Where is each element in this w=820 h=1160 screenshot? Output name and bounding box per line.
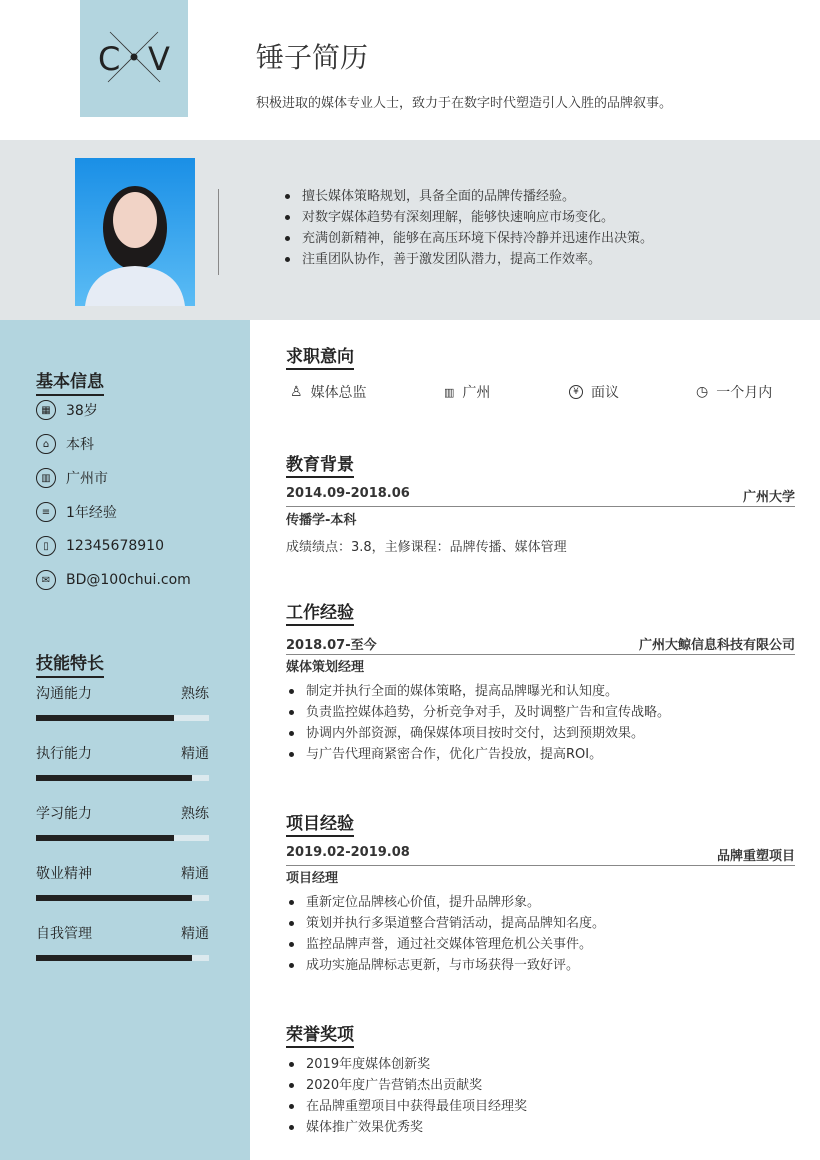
intent-text: 面议: [591, 385, 619, 401]
work-period: 2018.07-至今: [286, 638, 377, 653]
list-item: 监控品牌声誉，通过社交媒体管理危机公关事件。: [286, 934, 605, 955]
education-school: 广州大学: [742, 490, 795, 505]
intent-city: [444, 382, 490, 402]
honors-list: [286, 1054, 527, 1138]
skill-item: [36, 923, 209, 961]
building-icon: ▥: [36, 468, 56, 488]
info-age: [36, 400, 98, 420]
list-item: 成功实施品牌标志更新，与市场获得一致好评。: [286, 955, 605, 976]
honors-heading: 荣誉奖项: [286, 1020, 354, 1048]
skill-bar: [36, 775, 209, 781]
work-row: [286, 634, 795, 655]
skill-name: 敬业精神: [36, 866, 92, 882]
info-education: [36, 434, 94, 454]
project-period: 2019.02-2019.08: [286, 845, 410, 860]
project-heading: 项目经验: [286, 809, 354, 837]
skill-bar-fill: [36, 715, 174, 721]
skill-level: 精通: [181, 926, 209, 942]
skills-heading: 技能特长: [36, 649, 104, 678]
project-row: [286, 845, 795, 866]
phone-icon: ▯: [36, 536, 56, 556]
education-major: 传播学-本科: [286, 513, 357, 528]
intent-position: [290, 382, 367, 402]
work-heading: 工作经验: [286, 598, 354, 626]
project-list: [286, 892, 605, 976]
info-text: 12345678910: [66, 538, 164, 554]
skill-level: 精通: [181, 746, 209, 762]
education-period: 2014.09-2018.06: [286, 486, 410, 501]
yen-icon: ¥: [569, 385, 583, 399]
skill-level: 熟练: [181, 806, 209, 822]
list-item: 策划并执行多渠道整合营销活动，提高品牌知名度。: [286, 913, 605, 934]
resume-title: 锤子简历: [256, 41, 369, 74]
tie-icon: ♙: [290, 384, 303, 400]
intent-text: 广州: [462, 385, 491, 401]
intent-text: 媒体总监: [310, 385, 367, 401]
skill-bar: [36, 955, 209, 961]
info-email: [36, 570, 191, 590]
skill-level: 熟练: [181, 686, 209, 702]
info-text: 广州市: [66, 471, 108, 487]
skill-bar-fill: [36, 895, 192, 901]
list-item: 协调内外部资源，确保媒体项目按时交付，达到预期效果。: [286, 723, 670, 744]
svg-text:C: C: [98, 40, 121, 78]
skill-item: [36, 863, 209, 901]
education-detail: 成绩绩点：3.8，主修课程：品牌传播、媒体管理: [286, 540, 567, 555]
intent-heading: 求职意向: [286, 342, 354, 370]
info-experience: [36, 502, 117, 522]
clock-icon: ◷: [696, 384, 709, 400]
svg-text:V: V: [148, 40, 170, 78]
skill-bar-fill: [36, 775, 192, 781]
info-city: [36, 468, 108, 488]
skill-item: [36, 683, 209, 721]
mail-icon: ✉: [36, 570, 56, 590]
intent-text: 一个月内: [716, 385, 773, 401]
intent-availability: [696, 382, 772, 402]
info-text: 38岁: [66, 403, 98, 419]
skill-bar: [36, 835, 209, 841]
summary-item: 注重团队协作，善于激发团队潜力，提高工作效率。: [282, 249, 653, 270]
skill-bar-fill: [36, 835, 174, 841]
info-phone: [36, 536, 164, 556]
project-role: 项目经理: [286, 871, 339, 886]
skill-name: 执行能力: [36, 746, 92, 762]
info-text: BD@100chui.com: [66, 572, 191, 588]
project-name: 品牌重塑项目: [716, 849, 795, 864]
list-item: 2019年度媒体创新奖: [286, 1054, 527, 1075]
list-item: 2020年度广告营销杰出贡献奖: [286, 1075, 527, 1096]
info-text: 1年经验: [66, 505, 117, 521]
skill-name: 学习能力: [36, 806, 92, 822]
summary-item: 对数字媒体趋势有深刻理解，能够快速响应市场变化。: [282, 207, 653, 228]
list-item: 制定并执行全面的媒体策略，提高品牌曝光和认知度。: [286, 681, 670, 702]
education-heading: 教育背景: [286, 450, 354, 478]
work-company: 广州大鲸信息科技有限公司: [638, 638, 795, 653]
graduation-icon: ⌂: [36, 434, 56, 454]
skill-name: 沟通能力: [36, 686, 92, 702]
profile-photo: [75, 158, 195, 306]
basic-info-heading: 基本信息: [36, 367, 104, 396]
slogan: 积极进取的媒体专业人士，致力于在数字时代塑造引人入胜的品牌叙事。: [256, 96, 673, 111]
building-icon: ▥: [444, 385, 455, 399]
summary-item: 擅长媒体策略规划，具备全面的品牌传播经验。: [282, 186, 653, 207]
work-list: [286, 681, 670, 765]
list-item: 重新定位品牌核心价值，提升品牌形象。: [286, 892, 605, 913]
intent-salary: [569, 382, 619, 402]
skill-name: 自我管理: [36, 926, 92, 942]
summary-list: [282, 186, 653, 270]
summary-item: 充满创新精神，能够在高压环境下保持冷静并迅速作出决策。: [282, 228, 653, 249]
skill-bar: [36, 715, 209, 721]
skill-item: [36, 803, 209, 841]
list-item: 在品牌重塑项目中获得最佳项目经理奖: [286, 1096, 527, 1117]
list-item: 与广告代理商紧密合作，优化广告投放，提高ROI。: [286, 744, 670, 765]
list-item: 媒体推广效果优秀奖: [286, 1117, 527, 1138]
info-text: 本科: [66, 437, 94, 453]
education-row: [286, 486, 795, 507]
divider: [218, 189, 219, 275]
cv-logo: [80, 0, 188, 117]
calendar-icon: ▦: [36, 400, 56, 420]
list-item: 负责监控媒体趋势，分析竞争对手，及时调整广告和宣传战略。: [286, 702, 670, 723]
skill-bar: [36, 895, 209, 901]
skill-level: 精通: [181, 866, 209, 882]
document-icon: ≡: [36, 502, 56, 522]
skill-item: [36, 743, 209, 781]
skill-bar-fill: [36, 955, 192, 961]
work-role: 媒体策划经理: [286, 660, 365, 675]
